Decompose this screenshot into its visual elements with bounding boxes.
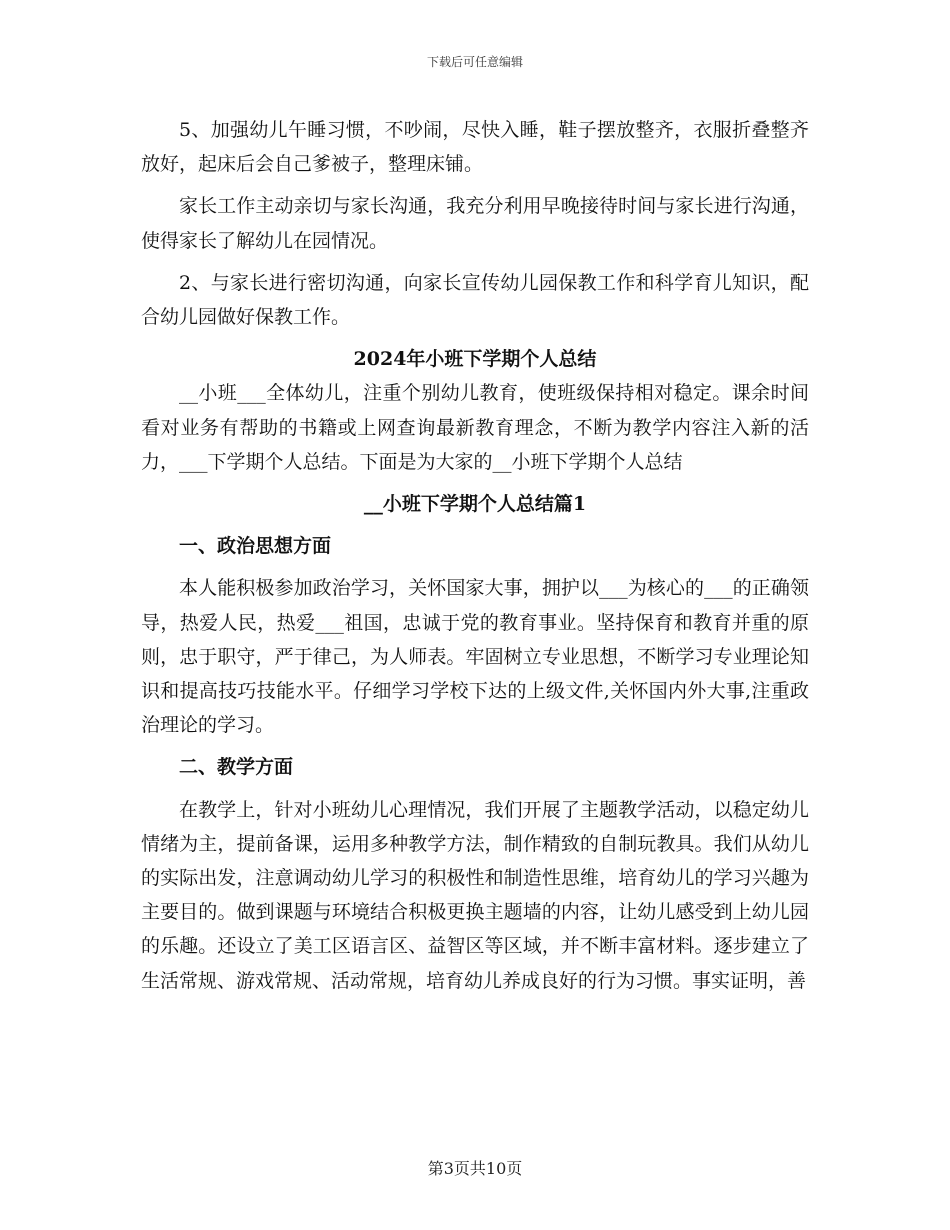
paragraph-intro: __小班___全体幼儿，注重个别幼儿教育，使班级保持相对稳定。课余时间看对业务有帮助的书籍或上网查询最新教育理念，不断为教学内容注入新的活力，___下学期个人总结。下面是为大家的__小班下学期个人总结: [141, 382, 809, 473]
document-body: [141, 113, 809, 998]
page-footer: 第3页共10页: [427, 1159, 523, 1178]
section-title: 2024年小班下学期个人总结: [353, 348, 597, 371]
paragraph-nap-habits: 5、加强幼儿午睡习惯，不吵闹，尽快入睡，鞋子摆放整齐，衣服折叠整齐放好，起床后会自己爹被子，整理床铺。: [141, 119, 809, 176]
paragraph-teaching: 在教学上，针对小班幼儿心理情况，我们开展了主题教学活动，以稳定幼儿情绪为主，提前备课，运用多种教学方法，制作精致的自制玩教具。我们从幼儿的实际出发，注意调动幼儿学习的积极性和制造性思维，培育幼儿的学习兴趣为主要目的。做到课题与环境结合积极更换主题墙的内容，让幼儿感受到上幼儿园的乐趣。还设立了美工区语言区、益智区等区域，并不断丰富材料。逐步建立了生活常规、游戏常规、活动常规，培育幼儿养成良好的行为习惯。事实证明，善: [141, 798, 809, 992]
heading-political: 一、政治思想方面: [179, 535, 332, 558]
paragraph-political: 本人能积极参加政治学习，关怀国家大事，拥护以___为核心的___的正确领导，热爱人民，热爱___祖国，忠诚于党的教育事业。坚持保育和教育并重的原则，忠于职守，严于律己，为人师表。牢固树立专业思想，不断学习专业理论知识和提高技巧技能水平。仔细学习学校下达的上级文件,关怀国内外大事,注重政治理论的学习。: [141, 577, 809, 737]
paragraph-parent-communication: 2、与家长进行密切沟通，向家长宣传幼儿园保教工作和科学育儿知识，配合幼儿园做好保教工作。: [141, 271, 809, 329]
subsection-title: __小班下学期个人总结篇1: [363, 493, 587, 516]
page-header: 下载后可任意编辑: [426, 55, 523, 69]
paragraph-parent-work: 家长工作主动亲切与家长沟通，我充分利用早晚接待时间与家长进行沟通，使得家长了解幼儿在园情况。: [141, 195, 809, 252]
heading-teaching: 二、教学方面: [179, 756, 294, 779]
